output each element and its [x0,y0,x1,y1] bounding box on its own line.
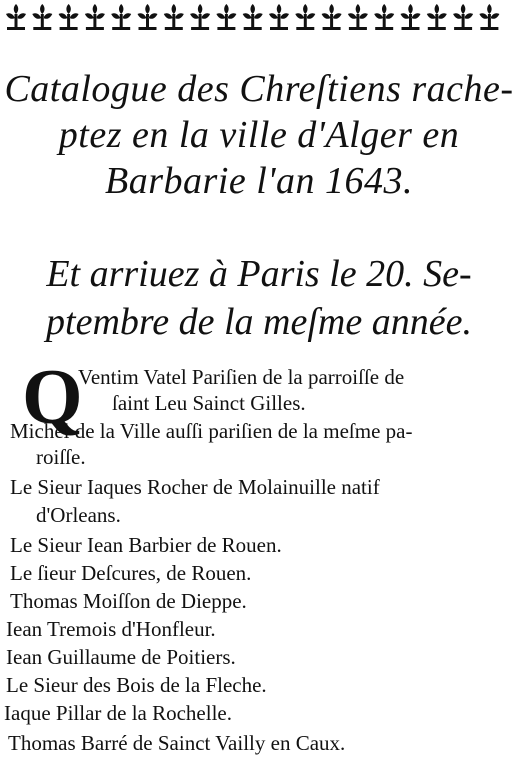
fleuron-icon [138,4,158,30]
fleuron-icon [453,4,473,30]
subtitle-block [0,250,518,346]
list-item: Le Sieur des Bois de la Fleche. [6,673,267,697]
fleuron-icon [6,4,26,30]
list-item: Iean Guillaume de Poitiers. [6,645,236,669]
list-item: Le Sieur Iean Barbier de Rouen. [10,533,282,557]
fleuron-icon [243,4,263,30]
list-item: Iaque Pillar de la Rochelle. [4,701,232,725]
subtitle-line-1: Et arriuez à Paris le 20. Se- [46,253,472,295]
list-item: d'Orleans. [36,503,121,527]
fleuron-icon [401,4,421,30]
fleuron-icon [269,4,289,30]
list-item: Iean Tremois d'Honfleur. [6,617,216,641]
list-item: Ventim Vatel Pariſien de la parroiſſe de [78,365,405,389]
fleuron-icon [427,4,447,30]
title-line-2: ptez en la ville d'Alger en [58,114,460,156]
list-item: roiſſe. [36,445,86,469]
list-item: Le Sieur Iaques Rocher de Molainuille natif [10,475,380,499]
fleuron-icon [85,4,105,30]
fleuron-icon [4,0,504,34]
drop-cap: Q [22,353,83,440]
printers-ornament-band [4,0,504,34]
list-item: Le ſieur Deſcures, de Rouen. [10,561,252,585]
subtitle-line-2: ptembre de la meſme année. [46,301,472,343]
list-item: ſaint Leu Sainct Gilles. [112,391,306,415]
title-block [0,66,518,204]
fleuron-icon [190,4,210,30]
fleuron-icon [295,4,315,30]
fleuron-icon [374,4,394,30]
fleuron-icon [322,4,342,30]
title-line-1: Catalogue des Chreſtiens rache- [4,68,514,110]
title-line-3: Barbarie l'an 1643. [105,160,413,202]
fleuron-icon [164,4,184,30]
fleuron-icon [348,4,368,30]
list-item: Michel de la Ville auſſi pariſien de la meſme pa- [10,419,413,443]
fleuron-icon [216,4,236,30]
fleuron-icon [32,4,52,30]
fleuron-icon [479,4,499,30]
list-item: Thomas Moiſſon de Dieppe. [10,589,247,613]
fleuron-icon [111,4,131,30]
fleuron-icon [59,4,79,30]
list-item: Thomas Barré de Sainct Vailly en Caux. [8,731,346,755]
